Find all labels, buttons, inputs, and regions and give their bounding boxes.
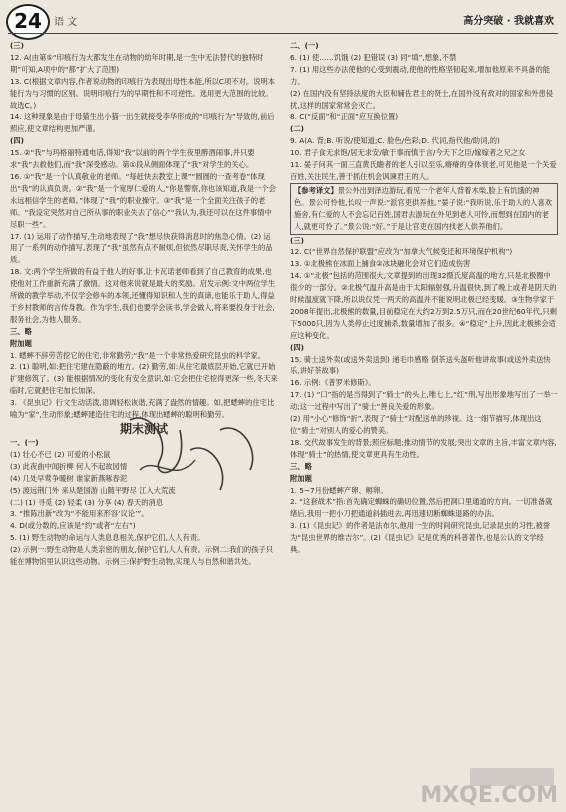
translation-label: 【参考译文】 bbox=[294, 185, 338, 195]
answer-line: 18. 交代故事发生的背景;照应标题;推动情节的发展;突出文章的主旨,丰富文章内容,体现“骑士”的热情,使文章更具有生动性。 bbox=[290, 437, 557, 459]
answer-line: 4. D(或分数的,应该是“约”或者“左右”) bbox=[10, 521, 136, 531]
answer-line: 1. 蟋蟀不辞劳苦挖它的住宅,非常勤劳;“我”是一个非常热爱研究昆虫的科学家。 bbox=[10, 350, 266, 360]
section-heading: 三、略 bbox=[290, 461, 312, 471]
translation-box bbox=[290, 183, 558, 235]
subject-label: 语 文 bbox=[54, 17, 78, 28]
answer-line: (二) (1) 寻觅 (2) 轻柔 (3) 分享 (4) 春天的消息 bbox=[10, 497, 164, 507]
answer-line: 1. 5~7月份蟋蟀产卵、孵卵。 bbox=[290, 485, 388, 495]
answer-line: 9. A(A. 背;B. 听说/使知道;C. 脸色/色彩;D. 代词,指代他/助词,的) bbox=[290, 136, 500, 146]
answer-line: 5. (1) 野生动物的命运与人类息息相关,保护它们,人人有责。 bbox=[10, 533, 205, 543]
answer-line: 17. (1) “口”指的是当得到了“骑士”的头上,唯七上,“红”刑,写出形象地写出了一举一动;这一过程中写出了“骑士”善良关爱的形象。 bbox=[290, 390, 558, 412]
answer-line: 16. 示例:《普罗米修斯》。 bbox=[290, 378, 376, 388]
section-heading: 三、略 bbox=[10, 326, 32, 336]
answer-line: 6. (1) 使……饥饿 (2) 犯错误 (3) 同“填”,想象,不禁 bbox=[290, 52, 457, 62]
answer-line: (2) 在国内没有坚持法度的大臣和辅佐君主的贤士,在国外没有敌对的国家和外患侵扰,这样的国家常常会灭亡。 bbox=[290, 88, 554, 110]
answer-line: 15. ②“我”与玛格丽特通电话,得知“我”以前的两个学生夜里醉酒闹事,并只要求“我”去救他们,而“我”深受感动。第①段从侧面体现了“我”对学生的关心。 bbox=[10, 148, 255, 170]
section-heading: 一、(一) bbox=[10, 438, 39, 447]
answer-line: 12. A(由第⑤“印痕行为大都发生在动物的幼年时期,是一生中无法替代的独特时期”可知,A项中的“都”扩大了范围) bbox=[10, 52, 264, 74]
answer-line: 3. 《昆虫记》行文生动活泼,语调轻松诙谐,充满了盎然的情趣。如,把蟋蟀的住宅比喻为“家”,生动形象;蟋蟀建造住宅的过程,体现出蟋蟀的聪明和勤劳。 bbox=[10, 398, 275, 420]
answer-line: 2. (1) 聪明,如:把住宅建在隐蔽的地方。(2) 勤劳,如:从住宅最底层开始,它就已开始扩建修筑了。(3) 能根据情况的变化有安全意识,如:它会把住宅挖得更深一些,冬天来临时,它就把住宅加长加深。 bbox=[10, 362, 278, 396]
answer-line: (2) 示例一:野生动物是人类亲密的朋友,保护它们,人人有责。示例二:我们的孩子只能在博物馆里认识这些动物。示例三:保护野生动物,实现人与自然和谐共处。 bbox=[10, 545, 274, 567]
answer-line: 12. C(“世界自然保护联盟”应改为“加拿大气候变迁和环境保护机构”) bbox=[290, 247, 513, 257]
exam-title: 期末测试 bbox=[119, 422, 168, 436]
answer-line: (4) 几处早莺争暖树 谁家新燕啄春泥 bbox=[10, 473, 128, 483]
right-column bbox=[290, 40, 558, 556]
section-heading: (三) bbox=[290, 235, 304, 245]
section-heading: (二) bbox=[290, 124, 304, 134]
header-rule bbox=[8, 33, 558, 34]
section-heading: (四) bbox=[10, 136, 24, 146]
answer-line: 11. 晏子问其一面三直黄氏瞻者的老人引以至乐,瘠瘠的身体衰老,可见他是一个关爱百姓,关注民生,善于抓住机会讽谏君王的人。 bbox=[290, 160, 557, 181]
brand-label: 高分突破 · 我就喜欢 bbox=[463, 16, 554, 27]
section-heading: (三) bbox=[10, 41, 24, 50]
answer-line: 2. “这套战术”指:首先确定蜘蛛的确切位置,然后把洞口里通道的方向。一切准备就绪后,我用一把小刀把通道斜插进去,再迅速切断蜘蛛退路的办法。 bbox=[290, 497, 553, 519]
answer-line: 14. 这种现象是由于母猫生出小猫一出生就接受李华形成的“印痕行为”导致的,前后照应,使文章结构更加严谨。 bbox=[10, 112, 275, 134]
answer-line: 16. ①“我”是一个认真敬业的老师。“每赶快去教室上课”“圆圆的一查考卷”体现出“我”的认真负责。②“我”是一个宽厚仁爱的人,“你是警察,你也该知道,我是一个会永远相信学生的老师。”体现了“我”的职业操守。③“我”是一个全面关注孩子的老师。“我设定突然对自己所从事的职业失去了信心”“我认为,我还可以在这件事情中尽职一些”。 bbox=[10, 171, 276, 229]
answer-line: 13. ①北极熊在冰面上捕食②冰块融化会对它们造成伤害 bbox=[290, 259, 471, 269]
answer-line: 8. C(“反面”和“正面”应互换位置) bbox=[290, 112, 399, 122]
page-number: 24 bbox=[6, 4, 50, 40]
answer-line: 13. C(根据文章内容,作者说动物的印痕行为表现出母性本能,所以C项不对。说明本能行为与习惯的区别。说明印痕行为的早期性和不可逆性。选用更大范围的比较。故选C。) bbox=[10, 76, 276, 110]
answer-line: 15. 骑士送外卖(或送外卖送到) 递毛巾感赂 倒茶送头盔听他讲故事(或送外卖送快乐,讲好茶故事) bbox=[290, 354, 551, 376]
answer-line: 3. (1)《昆虫记》的作者是法布尔,他用一生的时间研究昆虫,记录昆虫的习性,被誉为“昆虫世界的维吉尔”。(2)《昆虫记》记是优秀的科普著作,也是公认的文学经典。 bbox=[290, 521, 551, 555]
answer-line: (3) 此夜曲中闻折柳 何人不起故园情 bbox=[10, 461, 128, 471]
answer-line: 3. “推陈出新”改为“不能用来形容‘议论’”。 bbox=[10, 509, 149, 519]
section-heading: 二、(一) bbox=[290, 41, 319, 50]
answer-line: (5) 渡远荆门外 来从楚国游 山随平野尽 江入大荒流 bbox=[10, 485, 176, 495]
answer-line: 17. (1) 运用了动作描写,生动地表现了“我”想尽快获得消息时的焦急心情。(2) 运用了一系列的动作描写,表现了“我”虽然有点不耐烦,但依然尽职尽责,关怀学生的品质。 bbox=[10, 231, 273, 265]
page-header bbox=[0, 0, 566, 38]
bonus-heading: 附加题 bbox=[290, 473, 312, 483]
watermark-logo: MXQE.COM bbox=[420, 783, 558, 808]
answer-line: (1) 壮心不已 (2) 可爱的小松鼠 bbox=[10, 449, 111, 459]
answer-line: 18. 文:两个学生所做的有益于他人的好事,让卡瓦诺老师看到了自己教育的成果,也使他对工作重新充满了激情。这对他来说就是最大的奖励。启发示例:文中两位学生所做的教学举动,不仅学会修车的本领,还懂得知识和人生的真谛,也能乐于助人,得益于乡村教师的言传身教。作为学生,我们也要学会读书,学会做人,将来要投身于社会,服务社会,为他人服务。 bbox=[10, 267, 276, 324]
answer-line: (2) 用“小心”修饰“折”,表现了“骑士”对配送单的珍视。这一细节描写,体现出这位“骑士”对别人的爱心的赞美。 bbox=[290, 414, 542, 435]
answer-line: 10. 君子食无求饱/居无求安/敏于事而慎于言/今天下之臣/嫁嫁者之兄之女 bbox=[290, 148, 526, 158]
answer-line: 14. ①“北极”包括的范围很大,文章提到的出现32摄氏度高温的地方,只是北极圈中很少的一部分。②北极气温升高是由于太阳辐射强,升温很快,到了晚上或者是阴天的时候温度就下降,所以说仅凭一两天的高温并不能说明北极已经变暖。③生物学家于2008年提出,北极熊的数量,目前稳定在大约2万到2.5万只,而在20世纪60年代,只剩下5000只,因为人类停止过度捕杀,数量增加了很多。④“稳定”上升,因此北极熊会适应这种变化。 bbox=[290, 271, 557, 340]
translation-text: 景公外出到泽边游玩,看见一个老年人背着木柴,脸上有饥饿的神色。景公可怜他,长叹一声说:“派官吏供养他。”晏子说:“我听说,乐于助人的人喜欢施舍,有仁爱的人不会忘记百姓,国君去游玩在外见到老人可怜,而想到在国内的老人,就更可怜了。”景公说:“好。”于是让官吏在国内找老人供养他们。 bbox=[294, 185, 553, 231]
handwritten-scribble bbox=[120, 400, 270, 500]
section-heading: (四) bbox=[290, 342, 304, 352]
answer-line: 7. (1) 用这些办法使他的心受到震动,使他的性格坚韧起来,增加他原来不具备的能力。 bbox=[290, 64, 551, 86]
bonus-heading: 附加题 bbox=[10, 338, 32, 348]
